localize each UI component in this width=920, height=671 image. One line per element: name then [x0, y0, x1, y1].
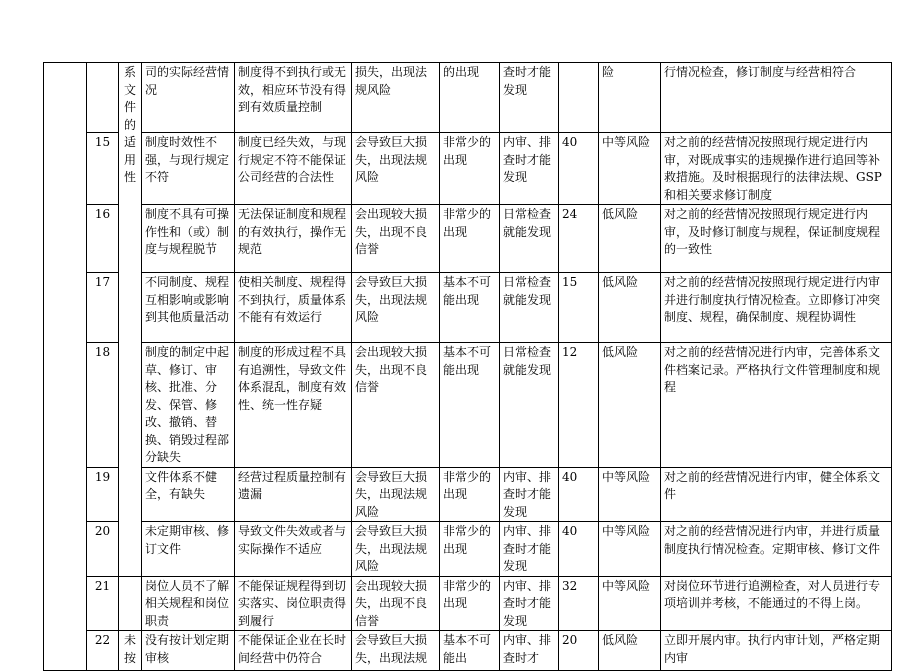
severity-cell: 会出现较大损失，出现不良信誉	[352, 343, 440, 468]
table-row-continuation	[44, 63, 892, 133]
detection-cell: 内审、排查时才	[500, 631, 559, 671]
table-row	[44, 343, 892, 468]
detection-cell: 内审、排查时才能发现	[500, 522, 559, 577]
likelihood-cell: 的出现	[440, 63, 500, 133]
row-number: 17	[87, 273, 119, 343]
level-cell: 中等风险	[599, 467, 661, 522]
detection-cell: 日常检查就能发现	[500, 205, 559, 273]
outer-blank-cell	[44, 63, 87, 671]
category-cell: 未按	[119, 631, 142, 671]
score-cell: 24	[559, 205, 599, 273]
likelihood-cell: 非常少的出现	[440, 576, 500, 631]
consequence-cell: 不能保证企业在长时间经营中仍符合	[235, 631, 352, 671]
row-number: 20	[87, 522, 119, 577]
level-cell: 低风险	[599, 631, 661, 671]
measure-cell: 对之前的经营情况进行内审，健全体系文件	[661, 467, 892, 522]
severity-cell: 会导致巨大损失，出现法规风险	[352, 273, 440, 343]
likelihood-cell: 非常少的出现	[440, 205, 500, 273]
table-row	[44, 205, 892, 273]
level-cell: 低风险	[599, 273, 661, 343]
consequence-cell: 制度的形成过程不具有追溯性，导致文件体系混乱，制度有效性、统一性存疑	[235, 343, 352, 468]
score-cell	[559, 63, 599, 133]
detection-cell: 日常检查就能发现	[500, 343, 559, 468]
table-row	[44, 576, 892, 631]
likelihood-cell: 基本不可能出	[440, 631, 500, 671]
consequence-cell: 使相关制度、规程得不到执行，质量体系不能有有效运行	[235, 273, 352, 343]
level-cell: 低风险	[599, 343, 661, 468]
table-row	[44, 522, 892, 577]
table-row	[44, 467, 892, 522]
detection-cell: 内审、排查时才能发现	[500, 133, 559, 205]
score-cell: 32	[559, 576, 599, 631]
consequence-cell: 经营过程质量控制有遗漏	[235, 467, 352, 522]
table-row	[44, 273, 892, 343]
measure-cell: 对岗位环节进行追溯检查，对人员进行专项培训并考核，不能通过的不得上岗。	[661, 576, 892, 631]
detection-cell: 查时才能发现	[500, 63, 559, 133]
measure-cell: 对之前的经营情况进行内审，并进行质量制度执行情况检查。定期审核、修订文件	[661, 522, 892, 577]
table-row	[44, 133, 892, 205]
level-cell: 中等风险	[599, 576, 661, 631]
level-cell: 中等风险	[599, 133, 661, 205]
score-cell: 40	[559, 133, 599, 205]
consequence-cell: 制度得不到执行或无效，相应环节没有得到有效质量控制	[235, 63, 352, 133]
row-number: 18	[87, 343, 119, 468]
score-cell: 15	[559, 273, 599, 343]
score-cell: 12	[559, 343, 599, 468]
risk-cell: 制度不具有可操作性和（或）制度与规程脱节	[142, 205, 235, 273]
likelihood-cell: 非常少的出现	[440, 522, 500, 577]
measure-cell: 对之前的经营情况按照现行规定进行内审，及时修订制度与规程，保证制度规程的一致性	[661, 205, 892, 273]
likelihood-cell: 基本不可能出现	[440, 273, 500, 343]
level-cell: 低风险	[599, 205, 661, 273]
row-number: 19	[87, 467, 119, 522]
category-cell-empty	[119, 576, 142, 631]
level-cell: 中等风险	[599, 522, 661, 577]
level-cell: 险	[599, 63, 661, 133]
score-cell: 40	[559, 467, 599, 522]
risk-cell: 岗位人员不了解相关规程和岗位职责	[142, 576, 235, 631]
risk-assessment-table	[43, 62, 892, 671]
likelihood-cell: 非常少的出现	[440, 133, 500, 205]
row-number: 21	[87, 576, 119, 631]
detection-cell: 日常检查就能发现	[500, 273, 559, 343]
score-cell: 40	[559, 522, 599, 577]
consequence-cell: 导致文件失效或者与实际操作不适应	[235, 522, 352, 577]
row-number: 15	[87, 133, 119, 205]
risk-cell: 制度时效性不强，与现行规定不符	[142, 133, 235, 205]
likelihood-cell: 基本不可能出现	[440, 343, 500, 468]
measure-cell: 对之前的经营情况按照现行规定进行内审，对既成事实的违规操作进行追回等补救措施。及时根据现行的法律法规、GSP和相关要求修订制度	[661, 133, 892, 205]
measure-cell: 行情况检查，修订制度与经营相符合	[661, 63, 892, 133]
row-number: 16	[87, 205, 119, 273]
risk-cell: 不同制度、规程互相影响或影响到其他质量活动	[142, 273, 235, 343]
risk-cell: 未定期审核、修订文件	[142, 522, 235, 577]
detection-cell: 内审、排查时才能发现	[500, 576, 559, 631]
severity-cell: 会出现较大损失，出现不良信誉	[352, 205, 440, 273]
severity-cell: 会导致巨大损失，出现法规风险	[352, 467, 440, 522]
consequence-cell: 无法保证制度和规程的有效执行，操作无规范	[235, 205, 352, 273]
risk-cell: 制度的制定中起草、修订、审核、批准、分发、保管、修改、撤销、替换、销毁过程部分缺失	[142, 343, 235, 468]
detection-cell: 内审、排查时才能发现	[500, 467, 559, 522]
row-number	[87, 63, 119, 133]
severity-cell: 会导致巨大损失，出现法规	[352, 631, 440, 671]
likelihood-cell: 非常少的出现	[440, 467, 500, 522]
severity-cell: 会导致巨大损失，出现法规风险	[352, 133, 440, 205]
severity-cell: 会导致巨大损失，出现法规风险	[352, 522, 440, 577]
risk-cell: 没有按计划定期审核	[142, 631, 235, 671]
risk-cell: 司的实际经营情况	[142, 63, 235, 133]
row-number: 22	[87, 631, 119, 671]
severity-cell: 会出现较大损失，出现不良信誉	[352, 576, 440, 631]
measure-cell: 立即开展内审。执行内审计划，严格定期内审	[661, 631, 892, 671]
consequence-cell: 制度已经失效，与现行规定不符不能保证公司经营的合法性	[235, 133, 352, 205]
measure-cell: 对之前的经营情况进行内审，完善体系文件档案记录。严格执行文件管理制度和规程	[661, 343, 892, 468]
measure-cell: 对之前的经营情况按照现行规定进行内审并进行制度执行情况检查。立即修订冲突制度、规程，确保制度、规程协调性	[661, 273, 892, 343]
severity-cell: 损失，出现法规风险	[352, 63, 440, 133]
risk-cell: 文件体系不健全，有缺失	[142, 467, 235, 522]
score-cell: 20	[559, 631, 599, 671]
category-cell: 系文件的适用性	[119, 63, 142, 577]
consequence-cell: 不能保证规程得到切实落实、岗位职责得到履行	[235, 576, 352, 631]
